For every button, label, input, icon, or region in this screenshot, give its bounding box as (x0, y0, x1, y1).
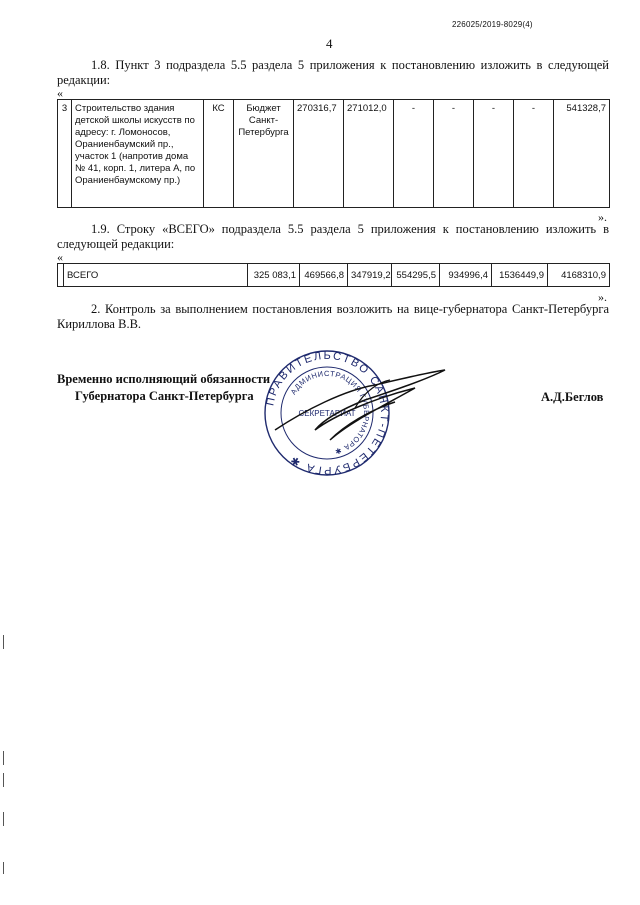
row-type: КС (204, 100, 234, 208)
position-line-2: Губернатора Санкт-Петербурга (75, 389, 254, 403)
open-quote: « (57, 86, 63, 100)
total-value-4: 554295,5 (392, 264, 440, 287)
total-table-row (57, 263, 610, 287)
document-number: 226025/2019-8029(4) (452, 20, 533, 29)
close-quote: ». (598, 210, 607, 224)
total-value-5: 934996,4 (440, 264, 492, 287)
row-number: 3 (58, 100, 72, 208)
row-source: Бюджет Санкт-Петербурга (234, 100, 294, 208)
margin-mark (3, 635, 4, 649)
margin-mark (3, 751, 4, 765)
margin-mark (3, 773, 4, 787)
row-value-5: - (474, 100, 514, 208)
total-value-1: 325 083,1 (248, 264, 300, 287)
handwritten-signature (255, 360, 455, 450)
signatory-position (57, 371, 270, 405)
row-value-6: - (514, 100, 554, 208)
signatory-name: А.Д.Беглов (541, 390, 604, 404)
row-total: 541328,7 (554, 100, 610, 208)
svg-text:СЕКРЕТАРИАТ: СЕКРЕТАРИАТ (298, 409, 356, 418)
item-2-text: 2. Контроль за выполнением постановления возложить на вице-губернатора Санкт-Петербурга Кириллова В.В. (57, 302, 609, 331)
total-label: ВСЕГО (64, 264, 248, 287)
svg-text:ПРАВИТЕЛЬСТВО САНКТ-ПЕТЕРБУРГА: ПРАВИТЕЛЬСТВО САНКТ-ПЕТЕРБУРГА ✱ (264, 349, 391, 477)
page-number: 4 (326, 36, 333, 51)
total-value-6: 1536449,9 (492, 264, 548, 287)
close-quote: ». (598, 290, 607, 304)
total-value-3: 347919,2 (348, 264, 392, 287)
open-quote: « (57, 250, 63, 264)
margin-mark (3, 862, 4, 874)
total-value-2: 469566,8 (300, 264, 348, 287)
item-1-9-text: 1.9. Строку «ВСЕГО» подраздела 5.5 раздела 5 приложения к постановлению изложить в следующей редакции: (57, 222, 609, 251)
item-1-8-text: 1.8. Пункт 3 подраздела 5.5 раздела 5 приложения к постановлению изложить в следующей редакции: (57, 58, 609, 87)
row-object-name: Строительство здания детской школы искусств по адресу: г. Ломоносов, Ораниенбаумский пр., участок 1 (напротив дома № 41, корп. 1, литера А, по Ораниенбаумскому пр.) (72, 100, 204, 208)
row-value-1: 270316,7 (294, 100, 344, 208)
svg-text:АДМИНИСТРАЦИЯ ГУБЕРНАТОРА ✱: АДМИНИСТРАЦИЯ ГУБЕРНАТОРА ✱ (288, 368, 372, 457)
row-value-3: - (394, 100, 434, 208)
program-table-row (57, 99, 610, 208)
margin-mark (3, 812, 4, 826)
row-value-2: 271012,0 (344, 100, 394, 208)
position-line-1: Временно исполняющий обязанности (57, 372, 271, 386)
row-value-4: - (434, 100, 474, 208)
total-grand-total: 4168310,9 (548, 264, 610, 287)
